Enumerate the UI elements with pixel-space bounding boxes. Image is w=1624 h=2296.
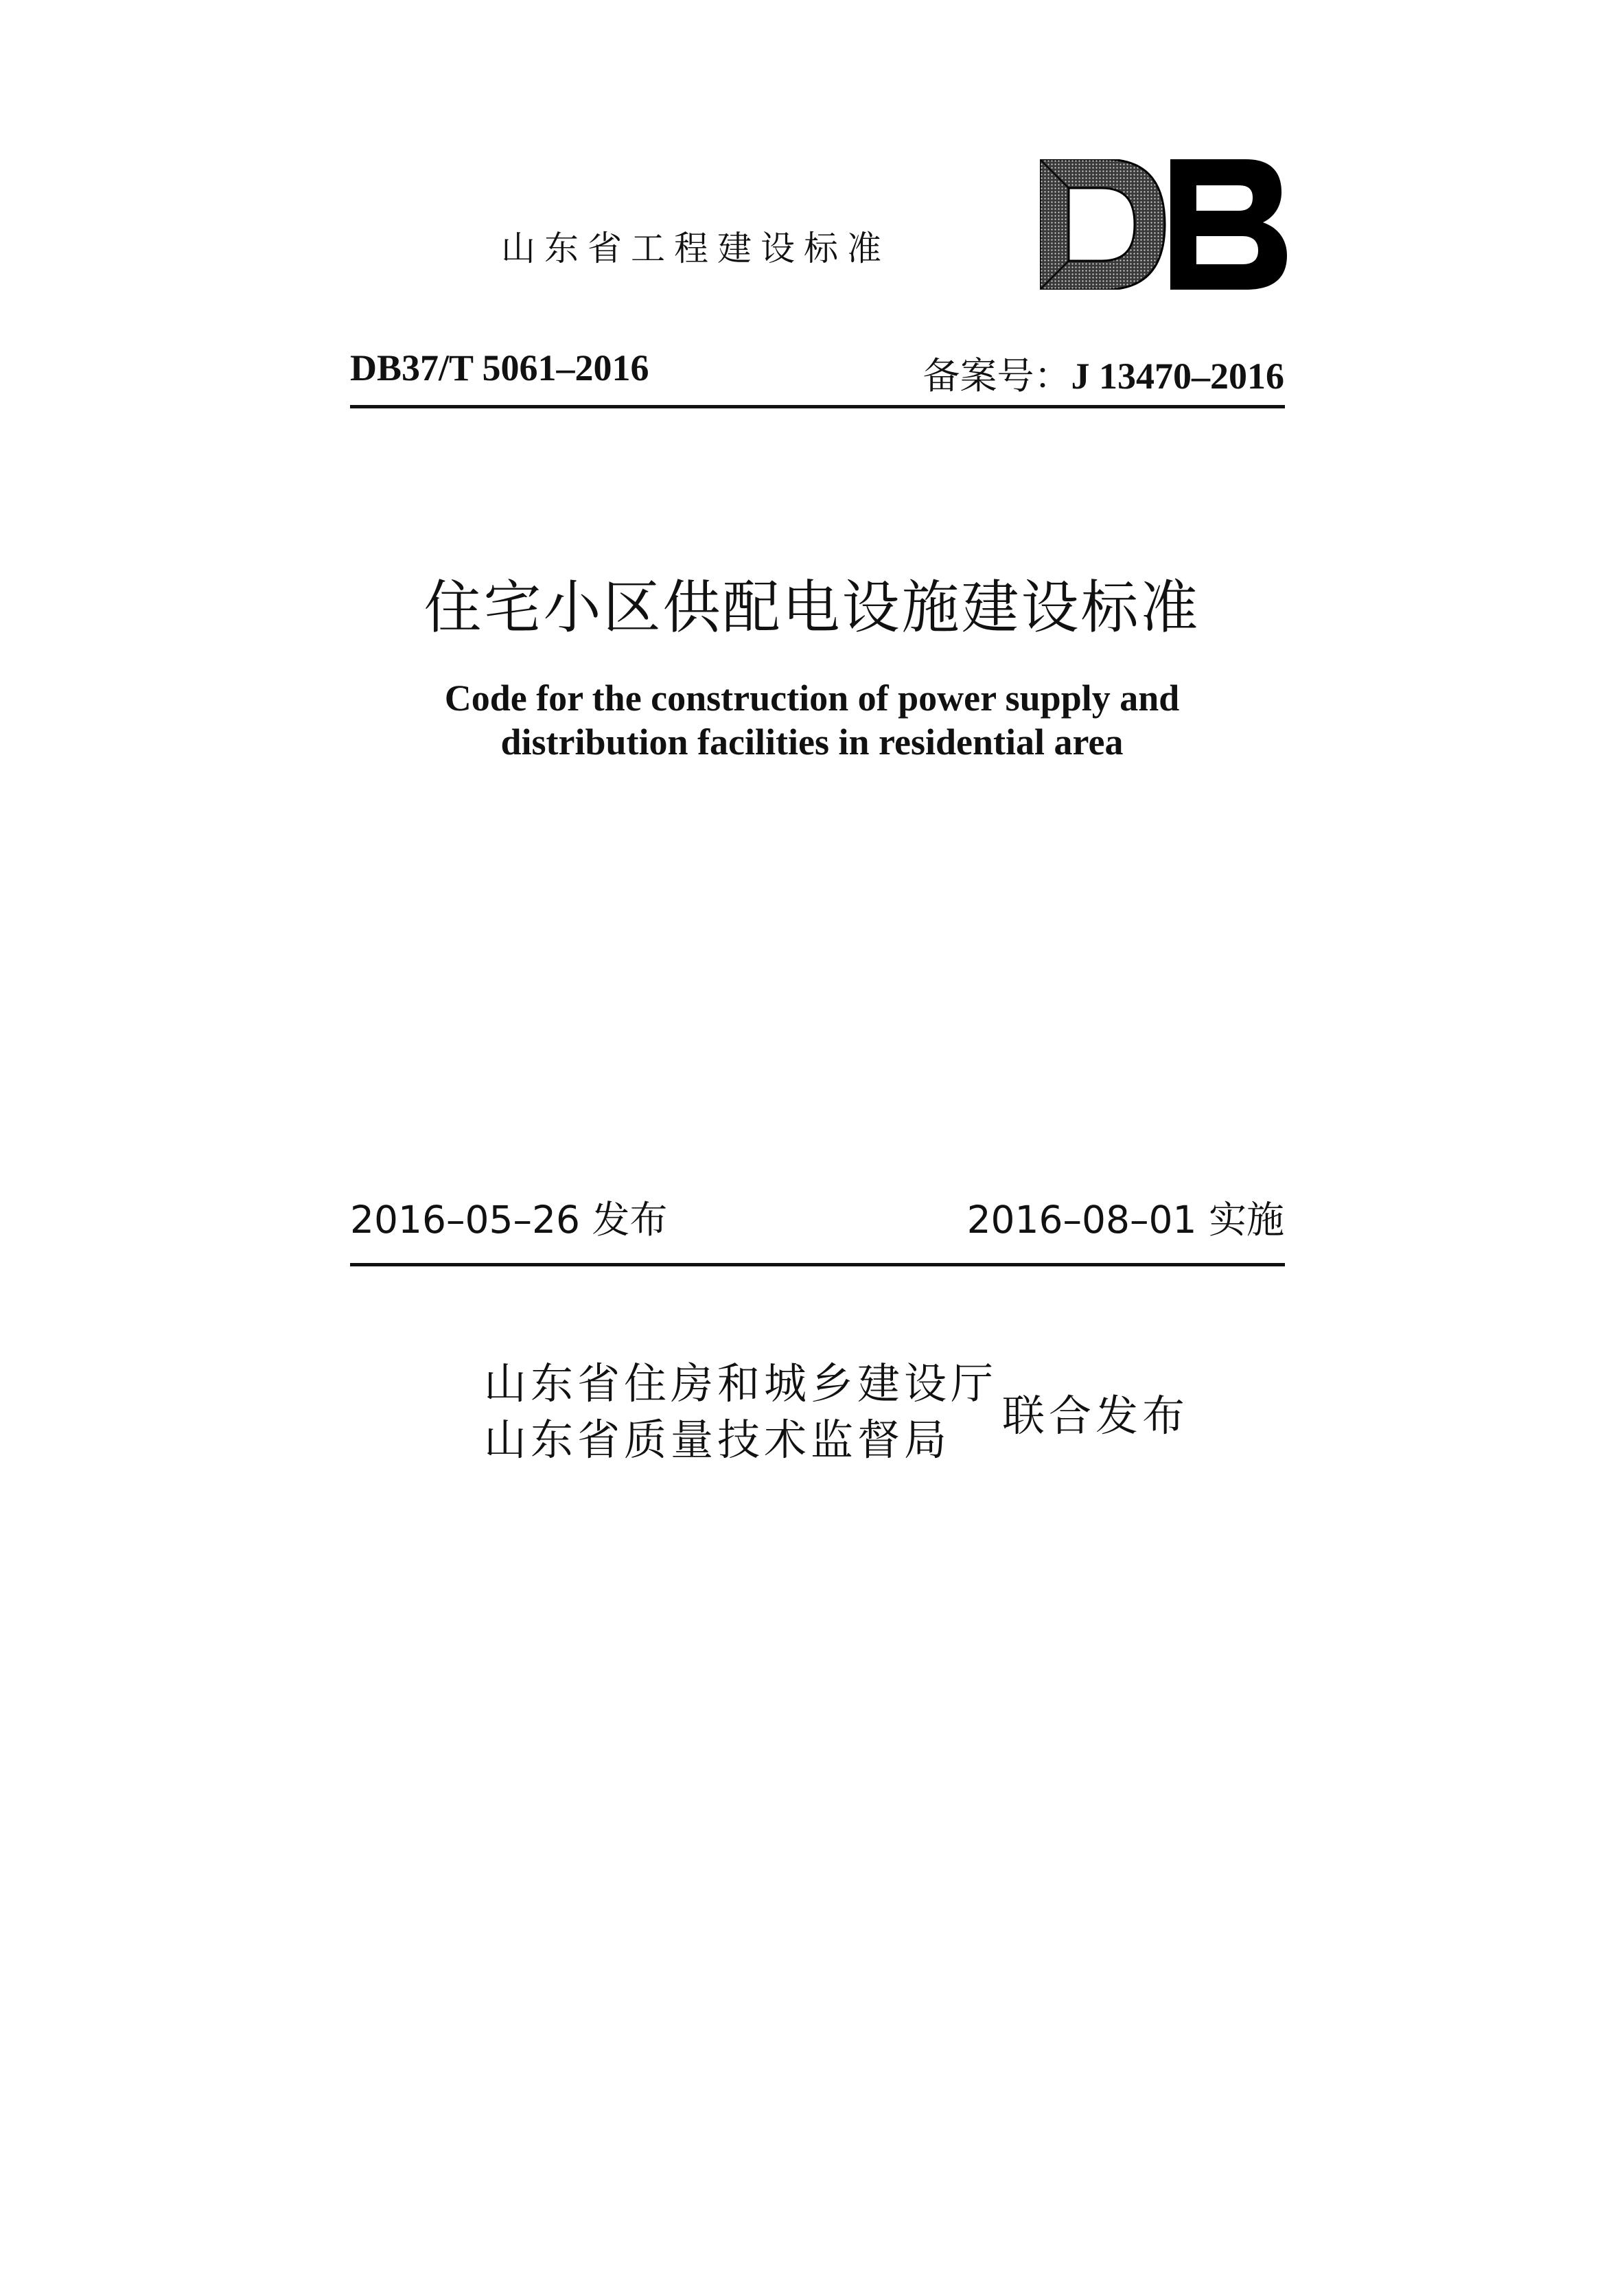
english-title-line-2: distribution facilities in residential area [500, 721, 1124, 763]
document-title-chinese: 住宅小区供配电设施建设标准 [424, 574, 1200, 641]
record-number: J 13470–2016 [1071, 356, 1284, 397]
issuing-authority-2: 山东省质量技术监督局 [484, 1415, 951, 1465]
db-logo-letter-d [1040, 159, 1165, 290]
english-title-line-1: Code for the construction of power supply and [444, 677, 1180, 719]
issuing-authority-1: 山东省住房和城乡建设厅 [484, 1358, 998, 1408]
standard-code: DB37/T 5061–2016 [350, 347, 649, 389]
db-logo-letter-b [1170, 159, 1287, 290]
date-rule [350, 1263, 1285, 1266]
issuing-authorities [484, 1356, 997, 1468]
issue-date: 2016–05–26 发布 [350, 1198, 668, 1242]
record-label: 备案号： [923, 354, 1071, 397]
standard-series-label: 山东省工程建设标准 [501, 229, 890, 268]
joint-release-label: 联合发布 [1002, 1391, 1190, 1441]
record-number-line [923, 347, 1285, 399]
implementation-date: 2016–08–01 实施 [966, 1198, 1284, 1242]
document-title-english [0, 676, 1624, 764]
header-rule [350, 405, 1285, 408]
db-logo [1040, 159, 1287, 290]
